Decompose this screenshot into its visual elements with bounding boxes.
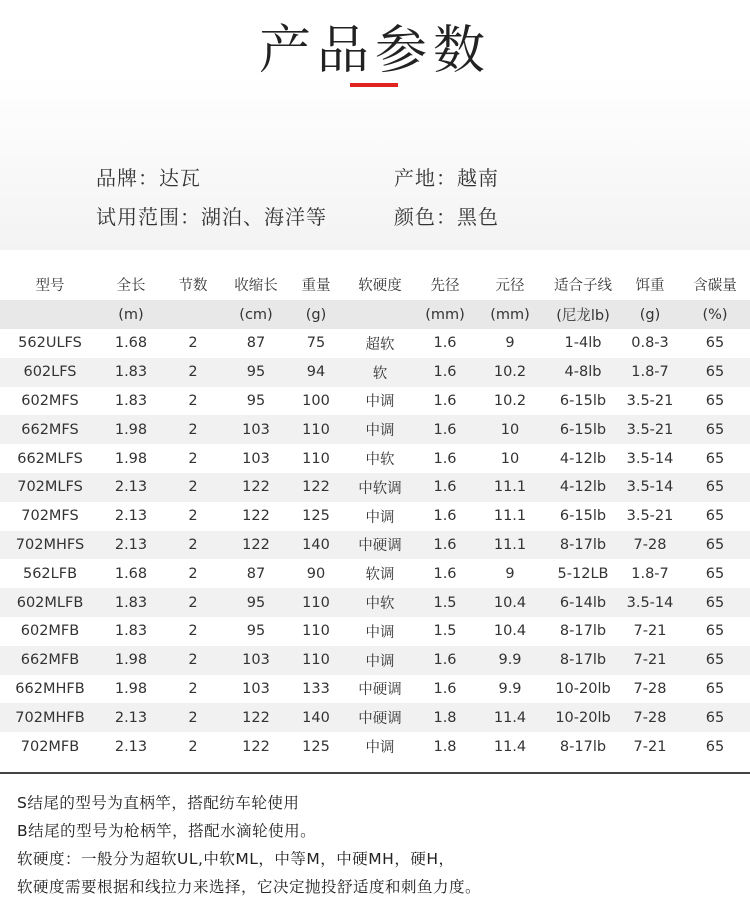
column-header: 先径 (430, 277, 460, 294)
column-header: 型号 (35, 277, 65, 294)
table-cell: 10-20lb (555, 680, 611, 697)
table-cell: 602MLFB (0, 588, 100, 617)
table-cell: 7-21 (633, 623, 667, 640)
table-cell: 562ULFS (18, 335, 82, 352)
table-cell: 103 (224, 415, 288, 444)
table-cell: 1.6 (433, 565, 457, 582)
table-cell: 1.5 (416, 588, 474, 617)
table-cell: 10-20lb (546, 703, 620, 732)
origin-info: 产地：越南 (394, 166, 499, 190)
table-cell: 7-28 (620, 703, 680, 732)
table-cell: 6-15lb (559, 508, 607, 525)
table-cell: 2 (162, 531, 224, 560)
table-cell: 87 (246, 335, 266, 352)
table-cell: 65 (680, 415, 750, 444)
table-cell: 125 (302, 508, 330, 525)
table-cell: 110 (302, 623, 330, 640)
table-cell: 6-15lb (559, 392, 607, 409)
table-cell: 3.5-21 (626, 508, 674, 525)
table-cell: 95 (246, 392, 266, 409)
table-cell: 2 (162, 473, 224, 502)
column-header: 适合子线 (554, 277, 612, 294)
table-cell: 65 (705, 680, 725, 697)
table-cell: 11.4 (474, 703, 546, 732)
table-cell: 103 (224, 646, 288, 675)
table-row (0, 559, 750, 588)
table-cell: 11.4 (493, 738, 527, 755)
table-cell: 133 (302, 680, 330, 697)
table-cell: 9.9 (498, 680, 522, 697)
table-cell: 1.6 (433, 392, 457, 409)
table-cell: 中硬调 (344, 531, 416, 560)
column-header: 饵重 (635, 277, 665, 294)
table-row (0, 502, 750, 531)
table-cell: 中软调 (344, 473, 416, 502)
table-cell: 3.5-21 (620, 415, 680, 444)
table-cell: 9 (505, 565, 515, 582)
note-selection: 软硬度需要根据和线拉力来选择，它决定抛投舒适度和刺鱼力度。 (17, 878, 482, 896)
table-row (0, 329, 750, 358)
table-cell: 65 (705, 392, 725, 409)
table-cell: 1.8 (433, 738, 457, 755)
column-header: 软硬度 (358, 277, 402, 294)
unit-cell: (g) (288, 300, 344, 329)
table-cell: 中调 (365, 624, 395, 641)
table-cell: 超软 (365, 336, 395, 353)
table-cell: 2.13 (100, 531, 162, 560)
table-cell: 1.83 (100, 358, 162, 387)
table-cell: 2 (188, 508, 198, 525)
column-header: 收缩长 (234, 277, 278, 294)
table-cell: 110 (288, 646, 344, 675)
table-cell: 125 (302, 738, 330, 755)
table-cell: 122 (242, 508, 270, 525)
table-cell: 8-17lb (546, 531, 620, 560)
table-cell: 1.8-7 (620, 358, 680, 387)
color-info: 颜色：黑色 (394, 205, 499, 229)
table-cell: 65 (680, 588, 750, 617)
spec-table (0, 268, 750, 761)
table-cell: 1.6 (416, 415, 474, 444)
table-cell: 1.68 (114, 335, 148, 352)
table-cell: 1.98 (100, 646, 162, 675)
table-cell: 中调 (344, 415, 416, 444)
table-cell: 1.83 (114, 392, 148, 409)
table-cell: 5-12LB (557, 565, 609, 582)
table-cell: 1.98 (100, 415, 162, 444)
table-cell: 8-17lb (546, 646, 620, 675)
table-cell: 602LFS (0, 358, 100, 387)
column-header: 元径 (495, 277, 525, 294)
table-cell: 1.98 (114, 680, 148, 697)
table-cell: 1.98 (114, 450, 148, 467)
table-row (0, 473, 750, 502)
table-cell: 软 (344, 358, 416, 387)
table-cell: 662MFS (0, 415, 100, 444)
table-cell: 2.13 (100, 703, 162, 732)
table-cell: 562LFB (22, 565, 78, 582)
table-row (0, 732, 750, 761)
table-cell: 2 (162, 358, 224, 387)
table-cell: 3.5-14 (620, 473, 680, 502)
table-cell: 122 (224, 531, 288, 560)
table-cell: 140 (288, 531, 344, 560)
table-cell: 11.1 (474, 531, 546, 560)
unit-cell: (%) (680, 300, 750, 329)
table-cell: 100 (302, 392, 330, 409)
table-cell: 1.8 (416, 703, 474, 732)
note-s-suffix: S结尾的型号为直柄竿，搭配纺车轮使用 (17, 794, 300, 812)
table-cell: 65 (705, 565, 725, 582)
table-cell: 1.6 (433, 508, 457, 525)
unit-cell: (mm) (474, 300, 546, 329)
table-cell: 2 (162, 703, 224, 732)
table-cell: 1.6 (416, 358, 474, 387)
table-cell: 1.6 (433, 450, 457, 467)
table-cell: 702MHFB (0, 703, 100, 732)
table-cell: 2 (162, 588, 224, 617)
table-cell: 9.9 (474, 646, 546, 675)
table-cell: 110 (288, 588, 344, 617)
table-cell: 65 (705, 450, 725, 467)
table-cell: 602MFB (20, 623, 80, 640)
table-cell: 65 (680, 646, 750, 675)
table-cell: 10.2 (493, 392, 527, 409)
table-cell: 110 (302, 450, 330, 467)
column-header: 含碳量 (693, 277, 737, 294)
table-cell: 2 (188, 565, 198, 582)
table-cell: 0.8-3 (631, 335, 669, 352)
table-cell: 95 (224, 358, 288, 387)
table-cell: 702MFS (21, 508, 79, 525)
table-cell: 10.2 (474, 358, 546, 387)
table-cell: 7-21 (633, 738, 667, 755)
table-cell: 1.6 (416, 646, 474, 675)
table-cell: 2 (188, 335, 198, 352)
note-b-suffix: B结尾的型号为枪柄竿，搭配水滴轮使用。 (17, 822, 317, 840)
table-cell: 662MHFB (15, 680, 85, 697)
table-row (0, 531, 750, 560)
table-cell: 122 (288, 473, 344, 502)
table-cell: 140 (288, 703, 344, 732)
table-row (0, 387, 750, 416)
table-cell: 2 (188, 680, 198, 697)
table-row (0, 415, 750, 444)
unit-cell (0, 300, 100, 329)
table-cell: 2 (188, 738, 198, 755)
table-cell: 软调 (365, 567, 395, 584)
table-cell: 4-12lb (559, 450, 607, 467)
table-cell: 中调 (365, 394, 395, 411)
table-cell: 4-8lb (546, 358, 620, 387)
table-cell: 94 (288, 358, 344, 387)
table-cell: 1.6 (416, 531, 474, 560)
table-cell: 2.13 (114, 508, 148, 525)
table-unit-row (0, 300, 750, 329)
table-cell: 3.5-21 (626, 392, 674, 409)
divider (0, 772, 750, 774)
table-cell: 1.83 (114, 623, 148, 640)
table-cell: 110 (288, 415, 344, 444)
table-cell: 2 (188, 392, 198, 409)
table-cell: 9 (505, 335, 515, 352)
table-cell: 7-28 (633, 680, 667, 697)
unit-cell: (m) (100, 300, 162, 329)
table-row (0, 675, 750, 704)
brand-info: 品牌：达瓦 (96, 166, 201, 190)
table-cell: 122 (224, 703, 288, 732)
table-cell: 7-21 (620, 646, 680, 675)
table-cell: 8-17lb (559, 738, 607, 755)
table-cell: 75 (306, 335, 326, 352)
table-cell: 4-12lb (546, 473, 620, 502)
table-cell: 中硬调 (358, 682, 402, 699)
table-cell: 中调 (344, 646, 416, 675)
table-cell: 11.1 (493, 508, 527, 525)
table-cell: 1.8-7 (631, 565, 669, 582)
table-cell: 2 (188, 450, 198, 467)
table-cell: 602MFS (21, 392, 79, 409)
title-accent-bar (350, 83, 398, 87)
table-cell: 662MLFS (17, 450, 83, 467)
table-cell: 103 (242, 680, 270, 697)
table-header-row (0, 268, 750, 300)
unit-cell: (cm) (224, 300, 288, 329)
table-cell: 65 (680, 703, 750, 732)
table-cell: 10.4 (474, 588, 546, 617)
unit-cell (344, 300, 416, 329)
table-cell: 90 (306, 565, 326, 582)
table-cell: 702MHFS (0, 531, 100, 560)
table-cell: 7-28 (620, 531, 680, 560)
table-cell: 702MLFS (0, 473, 100, 502)
table-row (0, 444, 750, 473)
table-cell: 103 (242, 450, 270, 467)
table-cell: 8-17lb (559, 623, 607, 640)
scope-info: 试用范围：湖泊、海洋等 (96, 205, 327, 229)
table-cell: 87 (246, 565, 266, 582)
table-row (0, 646, 750, 675)
table-cell: 65 (705, 738, 725, 755)
table-cell: 65 (680, 473, 750, 502)
note-hardness: 软硬度：一般分为超软UL,中软ML，中等M，中硬MH，硬H， (17, 850, 455, 868)
table-cell: 702MFB (20, 738, 80, 755)
table-cell: 中硬调 (344, 703, 416, 732)
unit-cell (162, 300, 224, 329)
table-cell: 10 (500, 450, 520, 467)
column-header: 节数 (178, 277, 208, 294)
table-cell: 3.5-14 (626, 450, 674, 467)
table-cell: 3.5-14 (620, 588, 680, 617)
table-row (0, 617, 750, 646)
table-cell: 10 (474, 415, 546, 444)
page-title: 产品参数 (258, 21, 491, 81)
table-row (0, 703, 750, 732)
table-cell: 1.6 (416, 473, 474, 502)
table-cell: 中调 (365, 740, 395, 757)
table-cell: 2 (162, 415, 224, 444)
table-cell: 中软 (344, 588, 416, 617)
table-cell: 122 (224, 473, 288, 502)
table-cell: 65 (705, 508, 725, 525)
table-cell: 65 (680, 531, 750, 560)
table-cell: 95 (224, 588, 288, 617)
table-cell: 1.83 (100, 588, 162, 617)
table-row (0, 588, 750, 617)
table-cell: 662MFB (0, 646, 100, 675)
unit-cell: (mm) (416, 300, 474, 329)
table-cell: 65 (705, 623, 725, 640)
table-cell: 2 (188, 623, 198, 640)
table-cell: 中软 (365, 452, 395, 469)
table-cell: 65 (705, 335, 725, 352)
table-cell: 1-4lb (564, 335, 602, 352)
table-cell: 2.13 (114, 738, 148, 755)
table-row (0, 358, 750, 387)
table-cell: 1.5 (433, 623, 457, 640)
table-cell: 2.13 (100, 473, 162, 502)
unit-cell: (g) (620, 300, 680, 329)
table-cell: 10.4 (493, 623, 527, 640)
table-cell: 65 (680, 358, 750, 387)
table-cell: 6-15lb (546, 415, 620, 444)
table-cell: 1.68 (114, 565, 148, 582)
table-cell: 2 (162, 646, 224, 675)
column-header: 全长 (116, 277, 146, 294)
table-cell: 中调 (365, 509, 395, 526)
table-cell: 95 (246, 623, 266, 640)
unit-cell: (尼龙lb) (546, 300, 620, 329)
table-cell: 1.6 (433, 335, 457, 352)
table-cell: 1.6 (433, 680, 457, 697)
table-cell: 11.1 (474, 473, 546, 502)
column-header: 重量 (301, 277, 331, 294)
table-cell: 122 (242, 738, 270, 755)
table-cell: 6-14lb (546, 588, 620, 617)
